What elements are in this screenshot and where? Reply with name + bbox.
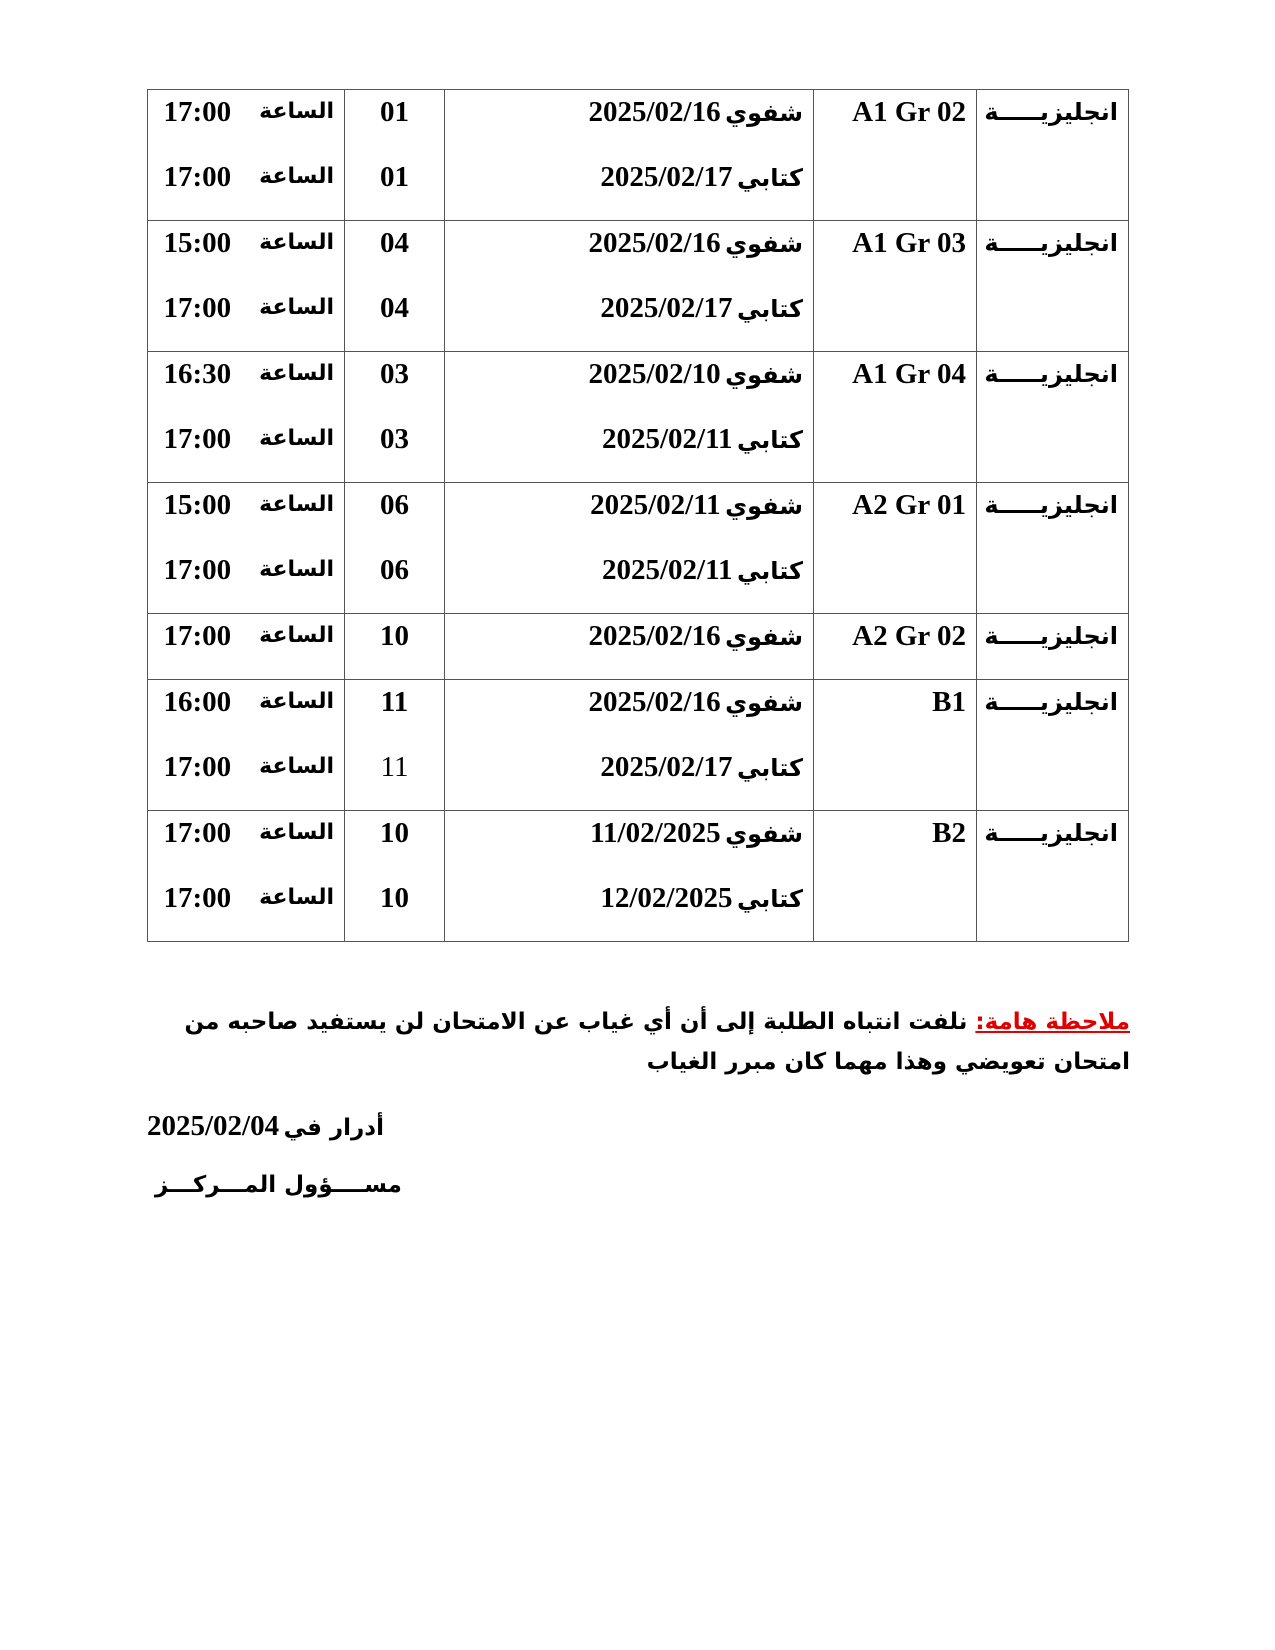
time-label: الساعة (259, 426, 334, 451)
room-number: 04 (380, 292, 409, 324)
group-level: A1 Gr 04 (852, 358, 966, 390)
session-date-line (445, 417, 813, 482)
time-cell (148, 483, 345, 614)
room-cell (345, 221, 445, 352)
session-date-line (445, 483, 813, 548)
room-cell (345, 680, 445, 811)
subject-name: انجليزيـــــة (984, 819, 1118, 847)
session-date-line (445, 745, 813, 810)
date-cell (445, 352, 814, 483)
level-cell (814, 90, 977, 221)
exam-type: كتابي (736, 426, 803, 454)
exam-date: 2025/02/17 (600, 292, 733, 324)
exam-type: شفوي (725, 99, 803, 127)
room-number: 01 (380, 96, 409, 128)
subject-cell (977, 680, 1129, 811)
group-level: B1 (932, 686, 966, 718)
group-level: A2 Gr 02 (852, 620, 966, 652)
date-cell (445, 680, 814, 811)
room-number: 03 (380, 358, 409, 390)
time-cell (148, 221, 345, 352)
exam-time: 17:00 (163, 882, 232, 914)
session-time-line (148, 745, 344, 810)
exam-type: شفوي (725, 820, 803, 848)
level-cell (814, 614, 977, 680)
room-number: 10 (380, 882, 409, 914)
subject-cell (977, 352, 1129, 483)
exam-date: 2025/02/16 (588, 96, 721, 128)
exam-time: 17:00 (163, 620, 232, 652)
room-cell (345, 483, 445, 614)
room-number: 10 (380, 620, 409, 652)
table-row (148, 352, 1129, 483)
time-cell (148, 90, 345, 221)
exam-date: 2025/02/17 (600, 161, 733, 193)
subject-cell (977, 614, 1129, 680)
schedule-body (148, 90, 1129, 942)
exam-time: 17:00 (163, 96, 232, 128)
time-label: الساعة (259, 361, 334, 386)
date-cell (445, 811, 814, 942)
session-date-line (445, 352, 813, 417)
exam-type: شفوي (725, 689, 803, 717)
note-title: ملاحظة هامة: (975, 1009, 1130, 1035)
subject-name: انجليزيـــــة (984, 229, 1118, 257)
exam-date: 11/02/2025 (590, 817, 721, 849)
session-time-line (148, 483, 344, 548)
room-number: 04 (380, 227, 409, 259)
time-label: الساعة (259, 689, 334, 714)
session-date-line (445, 221, 813, 286)
session-date-line (445, 811, 813, 876)
session-time-line (148, 90, 344, 155)
time-cell (148, 811, 345, 942)
session-time-line (148, 876, 344, 941)
exam-date: 2025/02/11 (601, 423, 733, 455)
room-number: 11 (380, 686, 409, 718)
room-number: 06 (380, 554, 409, 586)
date-cell (445, 221, 814, 352)
time-label: الساعة (259, 295, 334, 320)
place-label: أدرار في (283, 1115, 384, 1141)
group-level: A1 Gr 02 (852, 96, 966, 128)
exam-type: كتابي (736, 295, 803, 323)
exam-time: 17:00 (163, 423, 232, 455)
session-time-line (148, 155, 344, 220)
level-cell (814, 352, 977, 483)
exam-date: 2025/02/10 (588, 358, 721, 390)
subject-name: انجليزيـــــة (984, 360, 1118, 388)
time-label: الساعة (259, 623, 334, 648)
level-cell (814, 811, 977, 942)
date-cell (445, 483, 814, 614)
session-time-line (148, 680, 344, 745)
level-cell (814, 680, 977, 811)
session-date-line (445, 614, 813, 679)
group-level: B2 (932, 817, 966, 849)
session-time-line (148, 221, 344, 286)
time-label: الساعة (259, 492, 334, 517)
exam-type: كتابي (736, 885, 803, 913)
exam-type: شفوي (725, 230, 803, 258)
time-label: الساعة (259, 557, 334, 582)
exam-time: 16:30 (163, 358, 232, 390)
room-number: 03 (380, 423, 409, 455)
level-cell (814, 221, 977, 352)
subject-name: انجليزيـــــة (984, 622, 1118, 650)
exam-type: شفوي (725, 492, 803, 520)
session-date-line (445, 90, 813, 155)
exam-time: 17:00 (163, 817, 232, 849)
time-label: الساعة (259, 885, 334, 910)
exam-time: 16:00 (163, 686, 232, 718)
session-date-line (445, 155, 813, 220)
subject-name: انجليزيـــــة (984, 98, 1118, 126)
session-time-line (148, 548, 344, 613)
room-number: 06 (380, 489, 409, 521)
group-level: A2 Gr 01 (852, 489, 966, 521)
exam-type: كتابي (736, 557, 803, 585)
room-cell (345, 90, 445, 221)
exam-time: 17:00 (163, 554, 232, 586)
session-date-line (445, 286, 813, 351)
table-row (148, 614, 1129, 680)
table-row (148, 483, 1129, 614)
group-level: A1 Gr 03 (852, 227, 966, 259)
exam-date: 2025/02/16 (588, 227, 721, 259)
place-and-date (147, 1110, 384, 1143)
signature-title: مســــؤول المـــركـــز (155, 1172, 402, 1198)
exam-date: 2025/02/16 (588, 686, 721, 718)
room-cell (345, 614, 445, 680)
room-cell (345, 352, 445, 483)
exam-time: 17:00 (163, 292, 232, 324)
session-date-line (445, 680, 813, 745)
time-cell (148, 352, 345, 483)
subject-cell (977, 90, 1129, 221)
time-label: الساعة (259, 754, 334, 779)
time-cell (148, 614, 345, 680)
subject-cell (977, 483, 1129, 614)
important-note (145, 1002, 1130, 1082)
exam-schedule-table (147, 89, 1129, 942)
level-cell (814, 483, 977, 614)
date-cell (445, 90, 814, 221)
subject-name: انجليزيـــــة (984, 491, 1118, 519)
exam-date: 2025/02/11 (590, 489, 721, 521)
time-label: الساعة (259, 164, 334, 189)
time-cell (148, 680, 345, 811)
subject-cell (977, 221, 1129, 352)
time-label: الساعة (259, 230, 334, 255)
exam-date: 2025/02/17 (600, 751, 733, 783)
table-row (148, 90, 1129, 221)
room-cell (345, 811, 445, 942)
issue-date: 2025/02/04 (147, 1110, 280, 1142)
date-cell (445, 614, 814, 680)
time-label: الساعة (259, 820, 334, 845)
exam-type: شفوي (725, 361, 803, 389)
session-time-line (148, 352, 344, 417)
room-number: 01 (380, 161, 409, 193)
exam-type: كتابي (736, 754, 803, 782)
session-date-line (445, 548, 813, 613)
subject-cell (977, 811, 1129, 942)
exam-date: 2025/02/11 (601, 554, 733, 586)
exam-date: 2025/02/16 (588, 620, 721, 652)
session-time-line (148, 286, 344, 351)
exam-date: 12/02/2025 (600, 882, 733, 914)
session-time-line (148, 614, 344, 679)
table-row (148, 680, 1129, 811)
exam-type: شفوي (725, 623, 803, 651)
session-time-line (148, 811, 344, 876)
session-date-line (445, 876, 813, 941)
subject-name: انجليزيـــــة (984, 688, 1118, 716)
exam-time: 17:00 (163, 751, 232, 783)
room-number: 11 (380, 751, 409, 783)
room-number: 10 (380, 817, 409, 849)
exam-time: 15:00 (163, 489, 232, 521)
exam-time: 15:00 (163, 227, 232, 259)
note-text: نلفت انتباه الطلبة إلى أن أي غياب عن الامتحان لن يستفيد صاحبه من امتحان تعويضي وهذا مهما كان مبرر الغياب (184, 1009, 1130, 1075)
table-row (148, 811, 1129, 942)
exam-time: 17:00 (163, 161, 232, 193)
exam-type: كتابي (736, 164, 803, 192)
session-time-line (148, 417, 344, 482)
table-row (148, 221, 1129, 352)
time-label: الساعة (259, 99, 334, 124)
